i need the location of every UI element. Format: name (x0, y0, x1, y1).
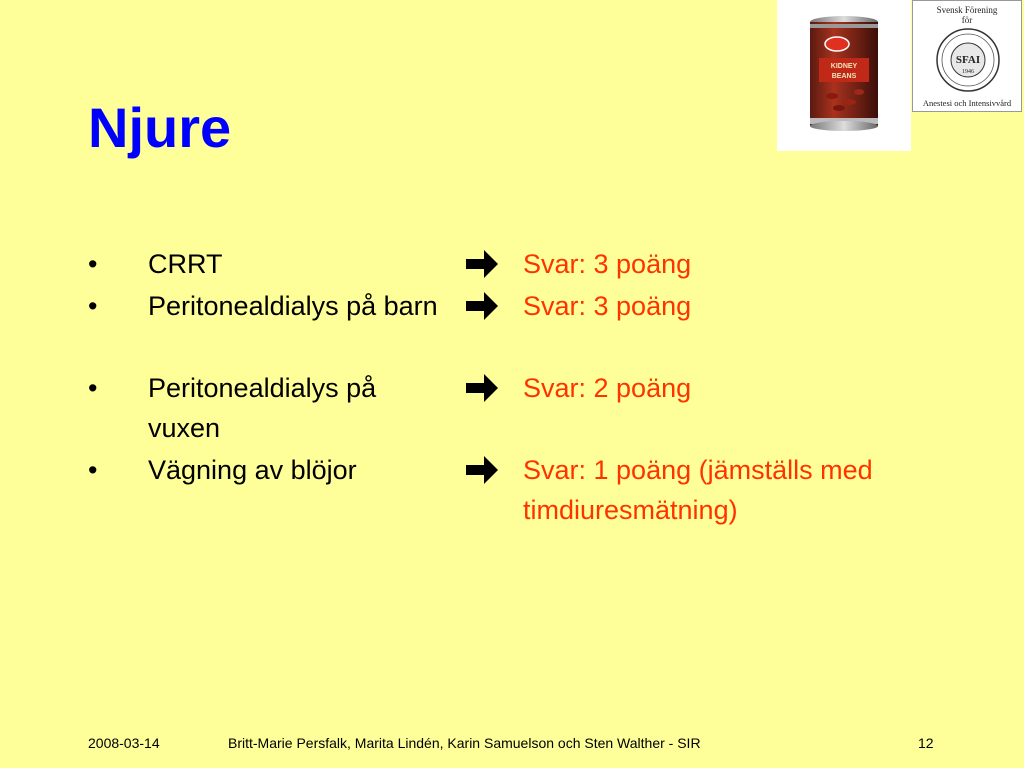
seal-year: 1946 (962, 69, 974, 75)
bullet: • (88, 291, 98, 321)
logo-top-text: Svensk Förening för (936, 5, 998, 25)
bullet: • (88, 455, 98, 485)
right-arrow-icon (462, 286, 502, 326)
bullet: • (88, 249, 98, 279)
bullet: • (88, 373, 98, 403)
svg-text:BEANS: BEANS (831, 73, 857, 80)
item-answer: Svar: 1 poäng (jämställs med timdiuresmätning) (523, 455, 873, 525)
right-arrow-icon (462, 244, 502, 284)
item-answer: Svar: 2 poäng (523, 373, 692, 403)
item-label: Peritonealdialys på vuxen (148, 373, 377, 443)
sfai-logo (912, 0, 1022, 112)
sfai-seal-icon (935, 27, 1001, 93)
footer-date: 2008-03-14 (88, 735, 160, 751)
can-drawing (777, 0, 911, 151)
item-answer: Svar: 3 poäng (523, 249, 692, 279)
right-arrow-icon (462, 450, 502, 490)
kidney-beans-can-image (777, 0, 911, 151)
slide-title: Njure (88, 96, 232, 159)
item-label: Peritonealdialys på barn (148, 291, 438, 321)
footer-authors: Britt-Marie Persfalk, Marita Lindén, Karin Samuelson och Sten Walther - SIR (228, 735, 701, 751)
item-label: CRRT (148, 249, 223, 279)
seal-text: SFAI (955, 54, 981, 66)
svg-text:KIDNEY: KIDNEY (830, 63, 858, 70)
footer-page-number: 12 (918, 735, 934, 751)
logo-bottom-text: Anestesi och Intensivvård (922, 98, 1012, 108)
item-label: Vägning av blöjor (148, 455, 357, 485)
right-arrow-icon (462, 368, 502, 408)
item-answer: Svar: 3 poäng (523, 291, 692, 321)
